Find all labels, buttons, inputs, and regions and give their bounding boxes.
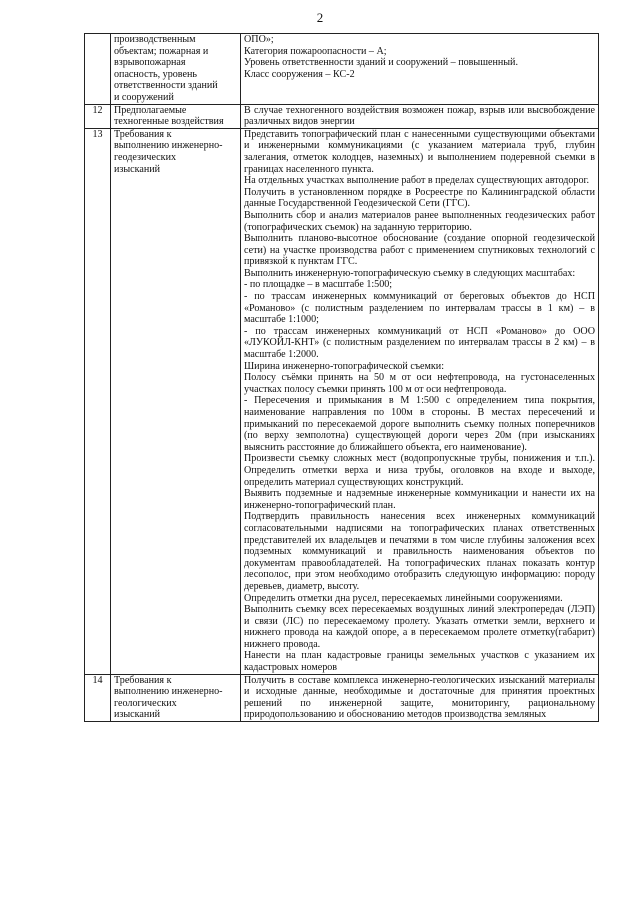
content-paragraph: Класс сооружения – КС-2 [244, 68, 355, 80]
row-label-line: Предполагаемые [114, 104, 187, 116]
row-number: 14 [85, 674, 111, 721]
table-row [85, 34, 599, 105]
row-label-line: геологических [114, 697, 177, 709]
content-paragraph: Получить в установленном порядке в Росреестре по Калининградской области данные Государственной Геодезической Сети (ГГС). [244, 186, 595, 210]
row-label [111, 104, 241, 128]
row-label-line: Требования к [114, 128, 172, 140]
row-label-line: объектам; пожарная и [114, 45, 209, 57]
row-label-line: изысканий [114, 709, 161, 721]
page-number: 2 [316, 10, 324, 25]
row-label-line: выполнению инженерно- [114, 686, 223, 698]
content-paragraph: Представить топографический план с нанесенными существующими объектами и инженерными коммуникациями (с указанием материала труб, глубин залегания, отметок колодцев, наземных) и выполнением подеревной съемки в границах населенного пункта. [244, 128, 595, 175]
row-label-line: техногенные воздействия [114, 116, 224, 128]
row-label [111, 674, 241, 721]
content-paragraph: ОПО»; [244, 34, 274, 45]
row-content [241, 674, 599, 721]
row-label-line: выполнению инженерно- [114, 140, 223, 152]
content-paragraph: Категория пожароопасности – А; [244, 45, 387, 57]
table-row [85, 128, 599, 674]
content-paragraph: Определить отметки дна русел, пересекаемых линейными сооружениями. [244, 592, 563, 604]
row-label-line: опасность, уровень [114, 68, 197, 80]
requirements-table [84, 33, 599, 722]
content-paragraph: Полосу съёмки принять на 50 м от оси нефтепровода, на густонаселенных участках полосу съемки принять 100 м от оси нефтепровода. [244, 372, 595, 395]
content-paragraph: Выявить подземные и надземные инженерные коммуникации и нанести их на инженерно-топографический план. [244, 488, 595, 511]
row-content [241, 34, 599, 105]
row-label-line: и сооружений [114, 91, 174, 103]
row-label [111, 128, 241, 674]
row-label-line: производственным [114, 34, 196, 45]
row-content [241, 128, 599, 674]
row-label-line: Требования к [114, 674, 172, 686]
content-paragraph: Подтвердить правильность нанесения всех инженерных коммуникаций согласовательными надписями на топографических планах ответственных представителей их владельцев и печатями в том числе глубины заложения всех подземных коммуникаций и правильность наименования объектов по документам правообладателей. На топографических планах показать контур лесополос, при этом необходимо отобразить следующую информацию: породу деревьев, диаметр, высоту. [244, 511, 595, 592]
content-paragraph: Уровень ответственности зданий и сооружений – повышенный. [244, 57, 518, 69]
content-paragraph: Выполнить планово-высотное обоснование (создание опорной геодезической сети) на участке производства работ с применением спутниковых технологий с привязкой к пунктам ГГС. [244, 233, 595, 268]
table-row [85, 674, 599, 721]
content-paragraph: Получить в составе комплекса инженерно-геологических изысканий материалы и исходные данные, необходимые и достаточные для принятия проектных решений по инженерной защите, мониторингу, рациональному природопользованию и обоснованию методов производства земляных [244, 674, 595, 721]
content-paragraph: Нанести на план кадастровые границы земельных участков с указанием их кадастровых номеров [244, 650, 595, 674]
row-label-line: геодезических [114, 151, 177, 163]
content-paragraph: Выполнить съемку всех пересекаемых воздушных линий электропередач (ЛЭП) и связи (ЛС) по пересекаемому пролету. Указать отметки земли, верхнего и нижнего провода на каждой опоре, а в пересекаемом пролете отметку(габарит) нижнего провода. [244, 604, 595, 650]
row-content [241, 104, 599, 128]
content-paragraph: В случае техногенного воздействия возможен пожар, взрыв или высвобождение различных видов энергии [244, 104, 595, 128]
content-paragraph: Выполнить инженерную-топографическую съемку в следующих масштабах: [244, 267, 576, 279]
row-label-line: взрывопожарная [114, 57, 186, 69]
content-paragraph: - по площадке – в масштабе 1:500; [244, 279, 393, 291]
row-label-line: изысканий [114, 163, 161, 175]
content-paragraph: - Пересечения и примыкания в М 1:500 с определением типа покрытия, наименование направления по 100м в стороны. В местах пересечений и примыканий по пересекаемой дороге выполнить съемку полных поперечников (по верху земполотна) существующей дороги через 20м (при изысканиях выяснить расстояние до ближайшего объекта, его наименование). [244, 395, 595, 453]
content-paragraph: Ширина инженерно-топографической съемки: [244, 360, 445, 372]
content-paragraph: - по трассам инженерных коммуникаций от береговых объектов до НСП «Романово» (с полистным разделением по интервалам трассы в 1 км) – в масштабе 1:1000; [244, 291, 595, 326]
row-number: 13 [85, 128, 111, 674]
content-paragraph: Выполнить сбор и анализ материалов ранее выполненных геодезических работ (топографических съемок) на заданную территорию. [244, 209, 595, 233]
content-paragraph: Произвести съемку сложных мест (водопропускные трубы, понижения и т.п.). Определить отметки верха и низа трубы, оголовков на входе и выходе, определить материал существующих конструкций. [244, 453, 595, 488]
content-paragraph: На отдельных участках выполнение работ в пределах существующих автодорог. [244, 175, 590, 187]
row-number: 12 [85, 104, 111, 128]
row-number [85, 34, 111, 105]
row-label [111, 34, 241, 105]
row-label-line: ответственности зданий [114, 80, 218, 92]
content-paragraph: - по трассам инженерных коммуникаций от НСП «Романово» до ООО «ЛУКОЙЛ-КНТ» (с полистным разделением по интервалам трассы в 2 км) – в масштабе 1:2000. [244, 325, 595, 361]
table-row [85, 104, 599, 128]
